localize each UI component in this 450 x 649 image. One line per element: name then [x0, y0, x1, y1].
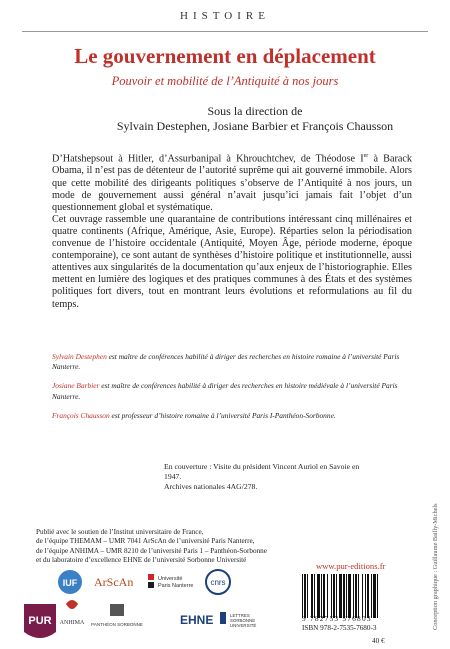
bio-name: Sylvain Destephen	[52, 352, 107, 361]
directors: Sylvain Destephen, Josiane Barbier et François Chausson	[116, 119, 394, 133]
cover-archive-line: Archives nationales 4AG/278.	[164, 482, 258, 491]
bio-name: Josiane Barbier	[52, 381, 100, 391]
bio-barbier	[52, 381, 412, 401]
arscan-logo-text: ArScAn	[94, 575, 134, 589]
pantheon-logo	[91, 604, 143, 627]
barcode-bar	[317, 574, 320, 618]
ehne-logo	[180, 613, 213, 627]
publisher-url[interactable]: www.pur-editions.fr	[316, 561, 386, 571]
support-line: de l’équipe THEMAM – UMR 7041 ArScAn de l’université Paris Nanterre,	[36, 537, 255, 546]
barcode-bar	[302, 574, 303, 618]
support-line: et du laboratoire d’excellence EHNE de l’université Sorbonne Université	[36, 556, 247, 565]
anhima-logo-text: ANHIMA	[59, 620, 85, 626]
anhima-logo	[60, 600, 85, 626]
svg-text:LETTRES: LETTRES	[230, 613, 250, 618]
bio-text: est professeur d’histoire romaine à l’université Paris I-Panthéon-Sorbonne.	[109, 410, 336, 420]
cnrs-logo-text: cnrs	[210, 578, 226, 587]
blurb-paragraph-1	[52, 150, 412, 214]
barcode-bar	[339, 574, 342, 618]
barcode-bar	[353, 574, 354, 618]
direction-label: Sous la direction de	[207, 104, 303, 118]
arscan-logo	[94, 575, 133, 589]
barcode-bar	[321, 574, 322, 618]
support-line: de l’équipe ANHIMA – UMR 8210 de l’université Paris 1 – Panthéon-Sorbonne	[36, 546, 267, 555]
price: 40 €	[372, 637, 385, 645]
barcode-bar	[367, 574, 369, 618]
barcode-bar	[365, 574, 366, 618]
support-line: Publié avec le soutien de l’Institut universitaire de France,	[36, 528, 204, 536]
book-subtitle: Pouvoir et mobilité de l’Antiquité à nos jours	[111, 74, 339, 88]
pur-logo-text: PUR	[28, 615, 52, 627]
pantheon-logo-text: PANTHÉON SORBONNE	[91, 622, 143, 627]
barcode-bar	[377, 574, 378, 618]
svg-text:SORBONNE: SORBONNE	[230, 618, 256, 623]
top-divider	[22, 31, 428, 32]
superscript: er	[363, 153, 369, 159]
barcode-bar	[371, 574, 372, 618]
svg-text:Université: Université	[158, 576, 183, 582]
bio-name: François Chausson	[52, 410, 110, 420]
author-bios	[52, 352, 412, 430]
barcode	[300, 574, 410, 618]
iuf-logo-text: IUF	[62, 578, 78, 588]
barcode-bar	[346, 574, 347, 618]
barcode-bar	[358, 574, 359, 618]
blurb	[52, 150, 412, 311]
barcode-bar	[348, 574, 351, 618]
barcode-bar	[307, 574, 308, 618]
barcode-bar	[336, 574, 337, 618]
partner-logos	[22, 568, 302, 644]
barcode-bar	[327, 574, 328, 618]
barcode-bar	[314, 574, 315, 618]
barcode-bar	[304, 574, 306, 618]
design-credit-text: Conception graphique : Guillaume Bailly-Michels	[432, 503, 439, 630]
barcode-bar	[323, 574, 325, 618]
bio-text: est maître de conférences habilité à diriger des recherches en histoire médiévale à l’université Paris Nanterre.	[52, 381, 398, 401]
barcode-bar	[373, 574, 376, 618]
direction-block	[60, 104, 450, 134]
cover-credit	[164, 462, 374, 492]
barcode-bar	[343, 574, 345, 618]
ehne-logo-text: EHNE	[180, 613, 214, 627]
blurb-paragraph-2: Cet ouvrage rassemble une quarantaine de contributions intéressant cinq millénaires et quatre continents (Afrique, Amérique, Asie, Europe). Réparties selon la périodisation convenue de l’histoire occidentale (Antiquité, Moyen Âge, période moderne, époque contemporaine), ce sont autant de synthèses d’histoire politique et institutionnelle, aussi attentives aux singularités de la documentation qu’aux enjeux de l’historiographie. Elles mettent en lumière des logiques et des pratiques communes à des États et des systèmes politiques fort divers, tout en montrant leurs évolutions et reformulations au fil du temps.	[52, 213, 412, 310]
isbn: ISBN 978-2-7535-7680-3	[302, 624, 377, 632]
nanterre-logo	[148, 574, 193, 589]
barcode-number: 9 782753 576803	[302, 614, 372, 623]
book-title: Le gouvernement en déplacement	[74, 44, 376, 68]
bio-destephen	[52, 352, 412, 372]
blurb-p1-start: D’Hatshepsout à Hitler, d’Assurbanipal à Khrouchtchev, de Théodose I	[52, 153, 364, 165]
bio-text: est maître de conférences habilité à diriger des recherches en histoire romaine à l’université Paris Nanterre.	[52, 352, 400, 372]
blurb-p1-end: à Barack Obama, il n’est pas de détenteur de l’autorité suprême qui ait gouverné immobile. Alors que cette mobilité des dirigeants politiques s’observe de l’Antiquité à nos jours, un mode de gouvernement aussi général n’avait jusqu’ici jamais fait l’objet d’un questionnement global et systématique.	[52, 153, 413, 213]
barcode-bar	[355, 574, 357, 618]
series-label: HISTOIRE	[180, 10, 270, 22]
iuf-logo	[58, 570, 82, 594]
pur-logo	[24, 604, 56, 638]
svg-text:UNIVERSITÉ: UNIVERSITÉ	[230, 623, 257, 628]
cnrs-logo	[206, 570, 230, 594]
barcode-bar	[331, 574, 332, 618]
barcode-bar	[333, 574, 335, 618]
design-credit	[418, 470, 438, 630]
sorbonne-logo	[220, 612, 256, 628]
svg-text:Paris Nanterre: Paris Nanterre	[158, 583, 194, 589]
bio-chausson	[52, 411, 412, 421]
support-statement	[36, 528, 336, 566]
barcode-bar	[362, 574, 363, 618]
barcode-bar	[311, 574, 313, 618]
cover-credit-line: En couverture : Visite du président Vincent Auriol en Savoie en 1947.	[164, 462, 360, 481]
